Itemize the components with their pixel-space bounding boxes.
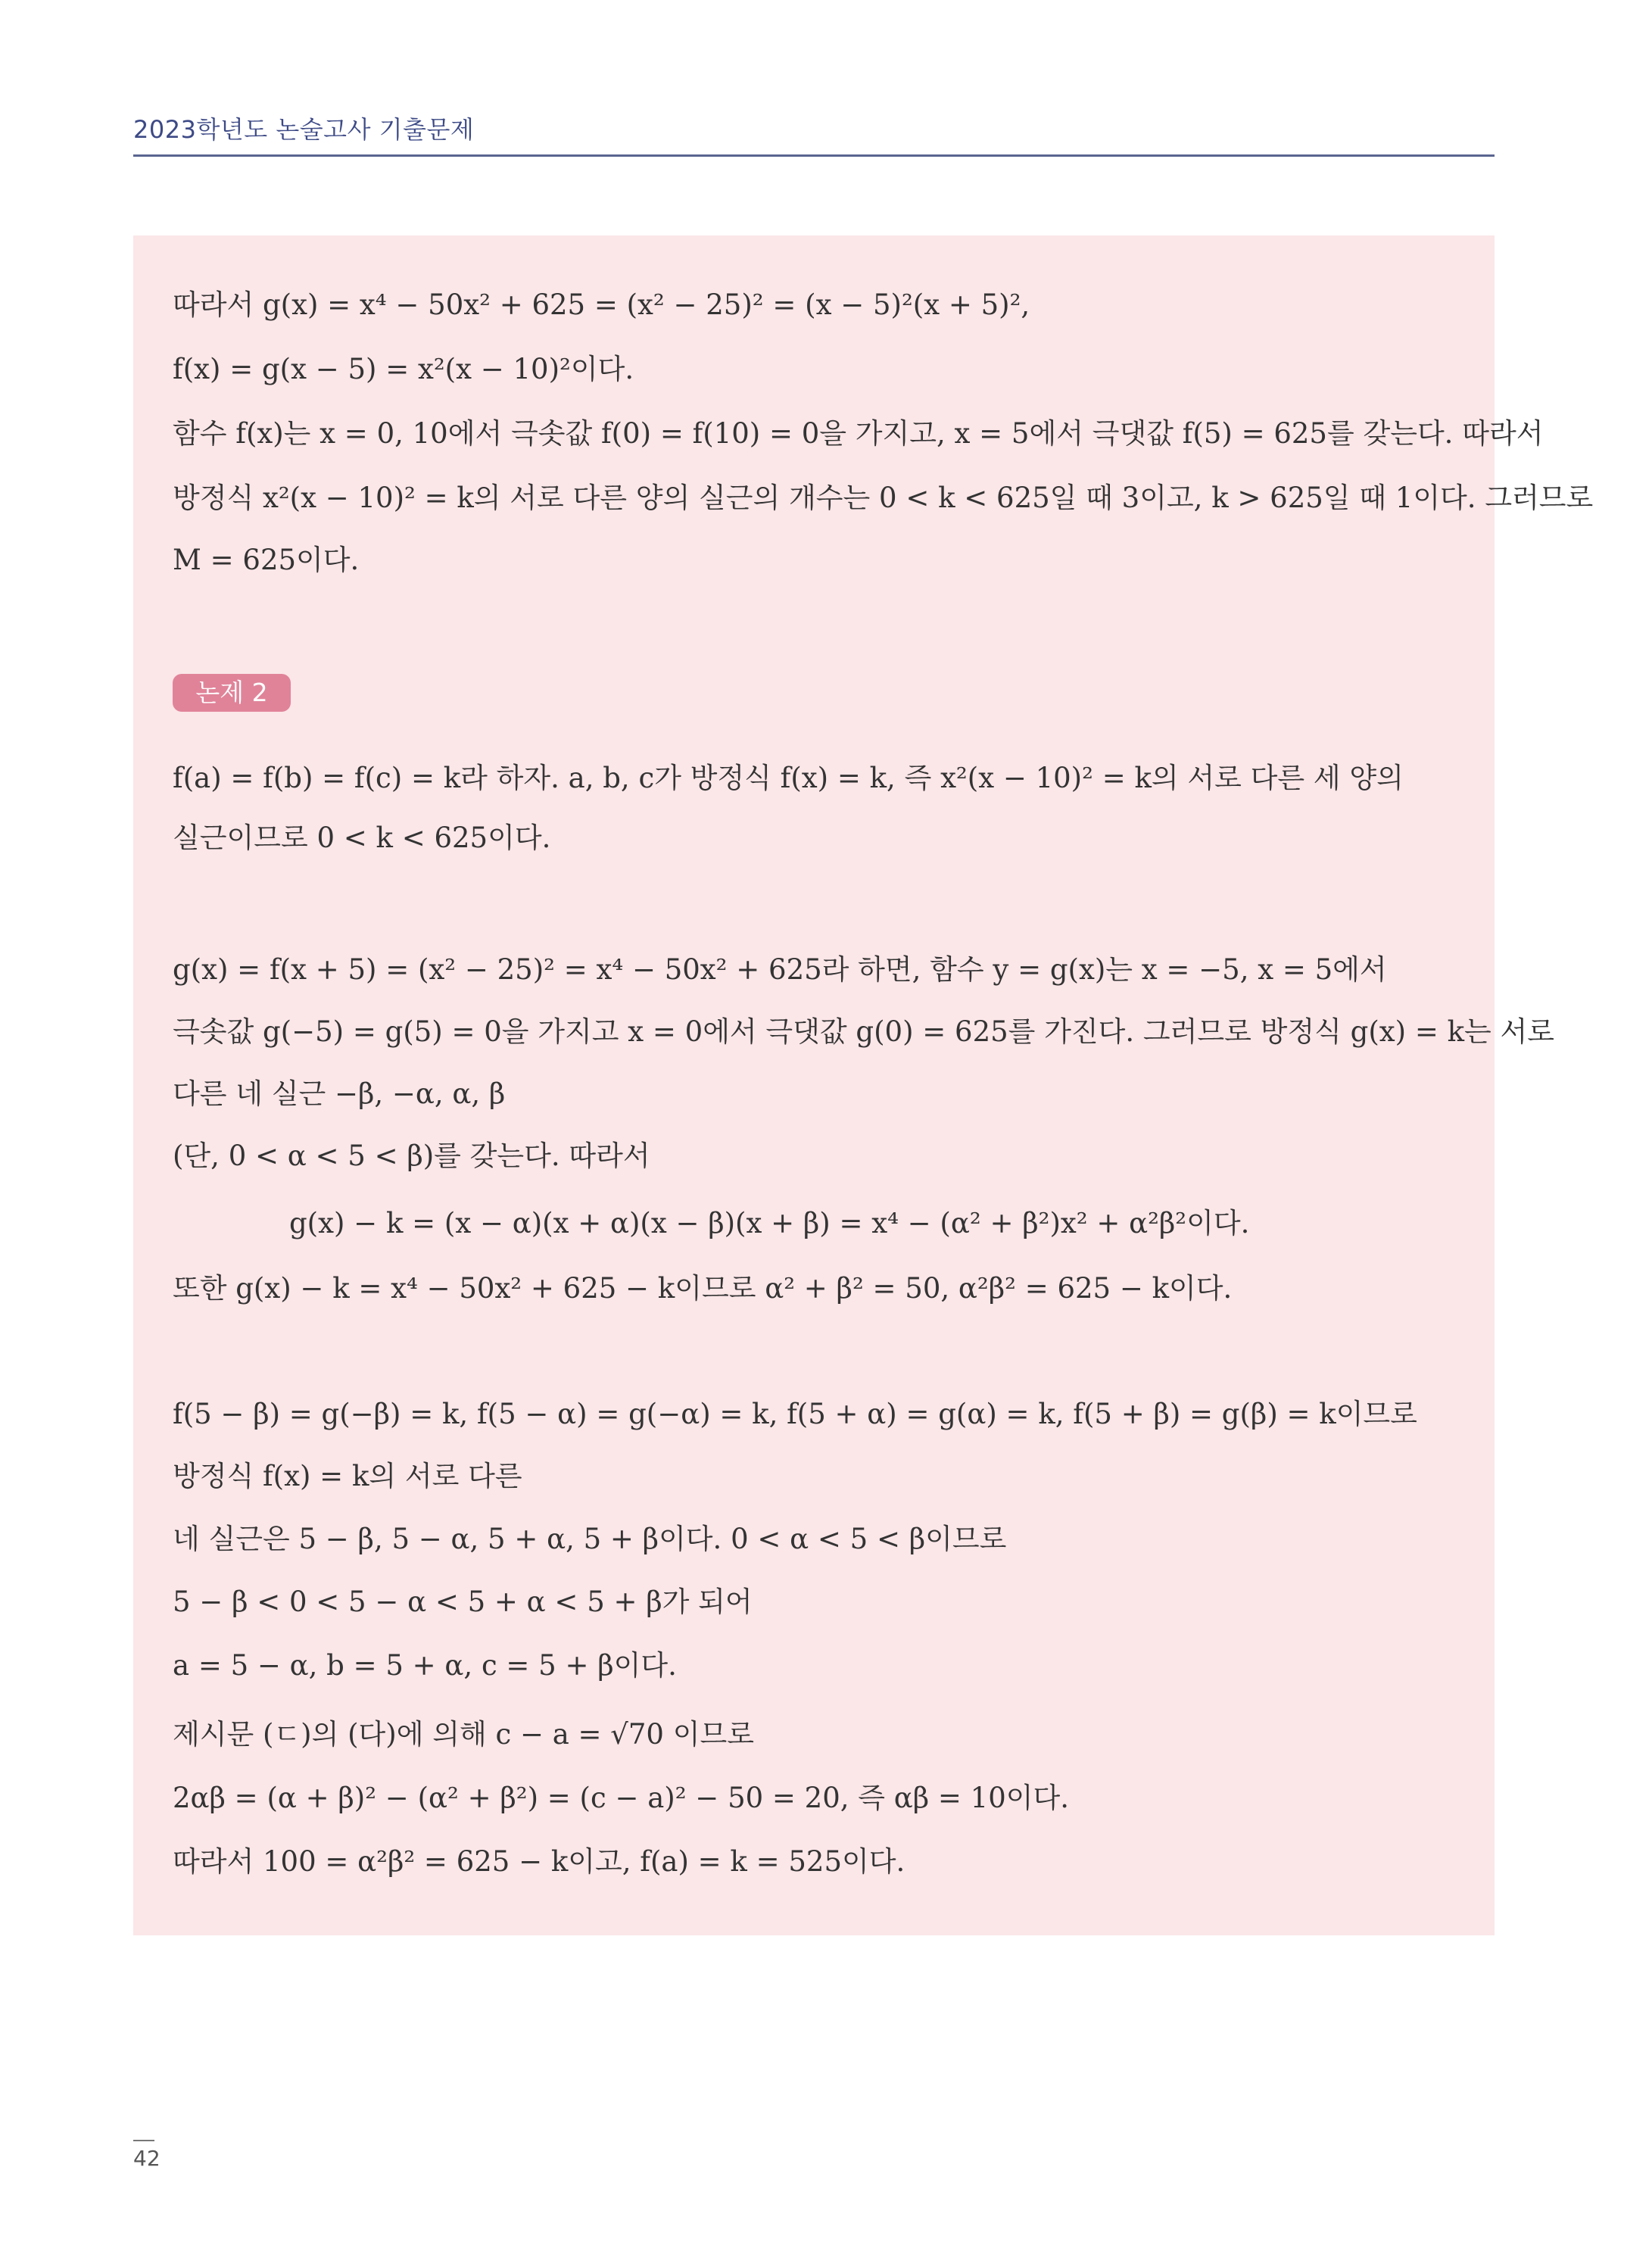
- footer-divider: [133, 2140, 154, 2141]
- solution-line: a = 5 − α, b = 5 + α, c = 5 + β이다.: [173, 1649, 677, 1682]
- solution-line: f(a) = f(b) = f(c) = k라 하자. a, b, c가 방정식 f(x) = k, 즉 x²(x − 10)² = k의 서로 다른 세 양의: [173, 762, 1404, 794]
- header-title: 2023학년도 논술고사 기출문제: [133, 115, 475, 144]
- solution-line: 방정식 x²(x − 10)² = k의 서로 다른 양의 실근의 개수는 0 < k < 625일 때 3이고, k > 625일 때 1이다. 그러므로: [173, 482, 1594, 514]
- solution-line: 따라서 100 = α²β² = 625 − k이고, f(a) = k = 525이다.: [173, 1845, 905, 1878]
- solution-line: f(5 − β) = g(−β) = k, f(5 − α) = g(−α) = k, f(5 + α) = g(α) = k, f(5 + β) = g(β) = k이므로: [173, 1398, 1417, 1430]
- solution-line: g(x) = f(x + 5) = (x² − 25)² = x⁴ − 50x² + 625라 하면, 함수 y = g(x)는 x = −5, x = 5에서: [173, 953, 1387, 986]
- solution-line: 함수 f(x)는 x = 0, 10에서 극솟값 f(0) = f(10) = 0을 가지고, x = 5에서 극댓값 f(5) = 625를 갖는다. 따라서: [173, 417, 1544, 450]
- solution-line: 2αβ = (α + β)² − (α² + β²) = (c − a)² − 50 = 20, 즉 αβ = 10이다.: [173, 1782, 1070, 1814]
- solution-line: (단, 0 < α < 5 < β)를 갖는다. 따라서: [173, 1140, 650, 1172]
- solution-line: 극솟값 g(−5) = g(5) = 0을 가지고 x = 0에서 극댓값 g(0) = 625를 가진다. 그러므로 방정식 g(x) = k는 서로: [173, 1015, 1554, 1048]
- page-number: 42: [133, 2146, 161, 2171]
- header-divider: [133, 154, 1495, 157]
- solution-equation: g(x) − k = (x − α)(x + α)(x − β)(x + β) = x⁴ − (α² + β²)x² + α²β²이다.: [289, 1207, 1250, 1239]
- solution-line: 따라서 g(x) = x⁴ − 50x² + 625 = (x² − 25)² = (x − 5)²(x + 5)²,: [173, 288, 1030, 321]
- solution-line: 다른 네 실근 −β, −α, α, β: [173, 1077, 506, 1110]
- solution-line: 실근이므로 0 < k < 625이다.: [173, 822, 551, 854]
- solution-line: f(x) = g(x − 5) = x²(x − 10)²이다.: [173, 353, 634, 385]
- solution-line: 네 실근은 5 − β, 5 − α, 5 + α, 5 + β이다. 0 < α < 5 < β이므로: [173, 1523, 1007, 1555]
- solution-line: 5 − β < 0 < 5 − α < 5 + α < 5 + β가 되어: [173, 1586, 753, 1618]
- problem-badge: 논제 2: [173, 674, 291, 712]
- solution-line: 제시문 (ㄷ)의 (다)에 의해 c − a = √70 이므로: [173, 1718, 754, 1751]
- solution-line: 또한 g(x) − k = x⁴ − 50x² + 625 − k이므로 α² + β² = 50, α²β² = 625 − k이다.: [173, 1272, 1233, 1305]
- solution-line: M = 625이다.: [173, 544, 360, 576]
- solution-line: 방정식 f(x) = k의 서로 다른: [173, 1460, 522, 1492]
